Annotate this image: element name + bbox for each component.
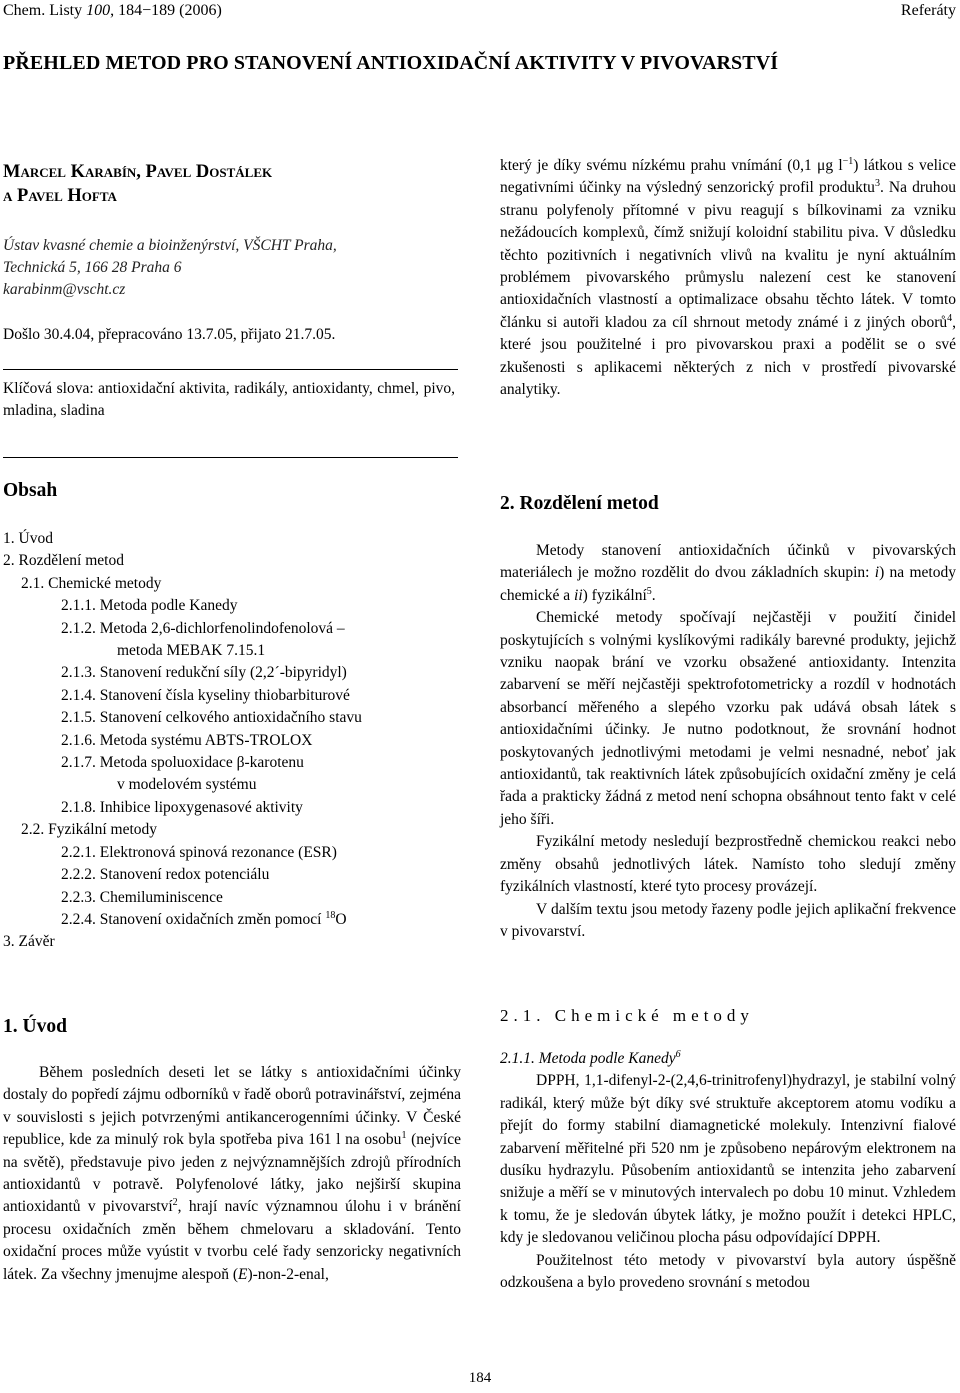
ref-superscript: 5 [646, 585, 652, 597]
body-text: . [651, 586, 656, 604]
section2-paragraph: V dalším textu jsou metody řazeny podle jejich aplikační frekvence v pivovarství. [500, 900, 956, 940]
section2-paragraph: Chemické metody spočívají nejčastěji v použití činidel poskytujících s volnými kyslíkovými radikály barevné produkty, jejichž vzniku naopak brání ve vzorku obsažené antioxidanty. Intenzita zabarvení se měří nejčastěji spektrofotometricky a rozdíl v hodnotách absorbancí měřeného a slepého vzorku pak udává obsah látek s antioxidačními účinky. Je nutno podotknout, že srovnání hodnot poskytovaných jednotlivými metodami je velmi nesnadné, neboť jak antioxidantů, tak reaktivních látek způsobujících oxidační změny je celá řada a prakticky žádná z metod není schopna obsáhnout tento fakt v celé jeho šíři. [500, 609, 956, 828]
authors-line-1: Marcel Karabín, Pavel Dostálek [3, 162, 273, 182]
author-email: karabinm@vscht.cz [3, 281, 126, 298]
ref-superscript: 3 [874, 178, 880, 190]
intro-text: Během posledních deseti let se látky s antioxidačními účinky dostaly do popředí zájmu odborníků v řadě oborů potravinářství, zejména v souvislosti s jejich potvrzenými antikancerogenními účinky. V České republice, kde za minulý rok byla spotřeba piva 161 l na osobu [3, 1064, 461, 1149]
section211-paragraph: DPPH, 1,1-difenyl-2-(2,4,6-trinitrofenyl)hydrazyl, je stabilní volný radikál, který může být díky své struktuře akceptorem atomu vodíku a přejít do formy stabilní diamagnetické molekuly. Intenzivní fialové zabarvení měřitelné při 520 nm je způsobeno nepárovým elektronem na dusíku hydrazylu. Působením antioxidantů se intenzita jeho zabarvení snižuje a měří se v minutových intervalech po dobu 10 minut. Vzhledem k tomu, že je sledován úbytek látky, je možno použít i detekci HPLC, kdy je sledovanou veličinou plocha pásu odpovídající DPPH. [500, 1072, 956, 1247]
ref-superscript: 4 [947, 312, 953, 324]
toc-item-text: 2.2.4. Stanovení oxidačních změn pomocí [61, 910, 326, 928]
subsection-title: 2.1.1. Metoda podle Kanedy [500, 1050, 676, 1067]
keywords: Klíčová slova: antioxidační aktivita, radikály, antioxidanty, chmel, pivo, mladina, sladina [3, 380, 455, 420]
journal-header [3, 2, 222, 20]
article-title: PŘEHLED METOD PRO STANOVENÍ ANTIOXIDAČNÍ AKTIVITY V PIVOVARSTVÍ [3, 52, 779, 74]
affiliation-line-1: Ústav kvasné chemie a bioinženýrství, VŠCHT Praha, [3, 237, 337, 254]
section-label: Referáty [900, 2, 956, 19]
toc-item: 2.1.5. Stanovení celkového antioxidačního stavu [61, 709, 362, 727]
section21-heading: 2.1. Chemické metody [500, 1006, 754, 1025]
ref-superscript: 2 [172, 1197, 178, 1209]
authors-line-2: a Pavel Hofta [3, 186, 117, 206]
journal-pages: , 184−189 (2006) [110, 2, 222, 19]
intro-italic: E [238, 1265, 248, 1283]
intro-text: , které jsou použitelné i pro pivovarskou praxi a podělit se o své zkušenosti s aplikacemi některých z nich v prostředí pivovarské analytiky. [500, 313, 956, 399]
toc-item: 2.2.3. Chemiluminiscence [61, 888, 223, 906]
unit-superscript: −1 [842, 155, 854, 167]
toc-item: 2.2.2. Stanovení redox potenciálu [61, 866, 270, 884]
toc-item: 1. Úvod [3, 530, 53, 547]
toc-item: 2. Rozdělení metod [3, 552, 124, 570]
toc-item: 2.1.6. Metoda systému ABTS-TROLOX [61, 731, 313, 749]
toc-item: 2.2. Fyzikální metody [21, 821, 158, 839]
ref-superscript: 1 [401, 1130, 407, 1142]
section2-heading: 2. Rozdělení metod [500, 493, 659, 514]
toc-item: 2.1.2. Metoda 2,6-dichlorfenolindofenolová – [61, 619, 345, 637]
section211-paragraph: Použitelnost této metody v pivovarství byla autory úspěšně odzkoušena a bylo provedeno srovnání s metodou [500, 1251, 956, 1292]
toc-item: 3. Závěr [3, 933, 55, 951]
body-italic: i [874, 564, 880, 582]
toc-superscript: 18 [325, 909, 336, 921]
section2-body [500, 540, 956, 943]
intro-paragraph [3, 1062, 461, 1286]
intro-text: ) látkou s velice negativními účinky na výsledný senzorický profil produktu [500, 157, 956, 197]
intro-text: který je díky svému nízkému prahu vnímání (0,1 μg l [500, 157, 843, 174]
toc-item: 2.1.7. Metoda spoluoxidace β-karotenu [61, 754, 304, 772]
toc-item-text: O [335, 910, 347, 928]
toc-item: 2.1.3. Stanovení redukční síly (2,2´-bipyridyl) [61, 664, 347, 682]
toc-item [3, 909, 461, 931]
toc-item: 2.1.4. Stanovení čísla kyseliny thiobarbiturové [61, 686, 350, 704]
intro-text: , hrají navíc významnou úlohu i v bránění procesu oxidačních změn během chmelovaru a skladování. Tento oxidační proces může vyústit v tvorbu celé řady senzoricky negativních látek. Za všechny jmenujme alespoň ( [3, 1198, 461, 1283]
toc-item: 2.1.1. Metoda podle Kanedy [61, 597, 238, 615]
subsection-heading [500, 1048, 956, 1070]
journal-volume: 100 [86, 2, 111, 19]
received-dates: Došlo 30.4.04, přepracováno 13.7.05, přijato 21.7.05. [3, 326, 336, 343]
section211 [500, 1048, 956, 1294]
toc-item: metoda MEBAK 7.15.1 [117, 642, 266, 660]
toc-item: v modelovém systému [117, 776, 257, 794]
intro-heading: 1. Úvod [3, 1016, 67, 1037]
toc-item: 2.2.1. Elektronová spinová rezonance (ESR) [61, 843, 337, 861]
table-of-contents [3, 528, 461, 954]
affiliation [3, 235, 461, 301]
body-italic: ii [574, 586, 583, 604]
affiliation-line-2: Technická 5, 166 28 Praha 6 [3, 259, 182, 276]
ref-superscript: 6 [675, 1048, 681, 1060]
page-number: 184 [468, 1370, 492, 1386]
toc-item: 2.1. Chemické metody [21, 574, 162, 592]
authors [3, 160, 461, 208]
section2-paragraph [500, 540, 956, 607]
keywords-rule-top [3, 369, 458, 370]
contents-heading: Obsah [3, 480, 58, 501]
keywords-rule-bottom [3, 457, 458, 458]
journal-name: Chem. Listy [3, 2, 87, 19]
toc-item: 2.1.8. Inhibice lipoxygenasové aktivity [61, 798, 303, 816]
intro-text: . Na druhou stranu polyfenoly přítomné v pivu reagují s bílkovinami za vzniku nežádoucích komplexů, čímž snižují koloidní stabilitu piva. V důsledku těchto pozitivních i negativních vlivů na kvalitu je nyní aktuálním problémem pivovarského průmyslu nalezení cest ke stanovení antioxidačních vlastností a optimalizace obsahu těchto látek. V tomto článku si autoři kladou za cíl shrnout metody známé i z jiných oborů [500, 179, 956, 331]
intro-text: )-non-2-enal, [247, 1265, 329, 1283]
intro-continued [500, 155, 956, 401]
body-text: ) fyzikální [582, 586, 647, 604]
intro-text: (nejvíce na světě), představuje pivo jeden z nejvýznamnějších zdrojů přírodních antioxidantů v potravě. Polyfenolové látky, jako nejširší skupina antioxidantů v pivovarství [3, 1131, 461, 1216]
section2-paragraph: Fyzikální metody nesledují bezprostředně chemickou reakci nebo změny obsahů jednotlivých látek. Namísto toho sledují změny fyzikálních vlastností, které tyto procesy provázejí. [500, 833, 956, 896]
body-text: ) na metody chemické a [500, 564, 956, 604]
body-text: Metody stanovení antioxidačních účinků v pivovarských materiálech je možno rozdělit do dvou základních skupin: [500, 542, 956, 582]
